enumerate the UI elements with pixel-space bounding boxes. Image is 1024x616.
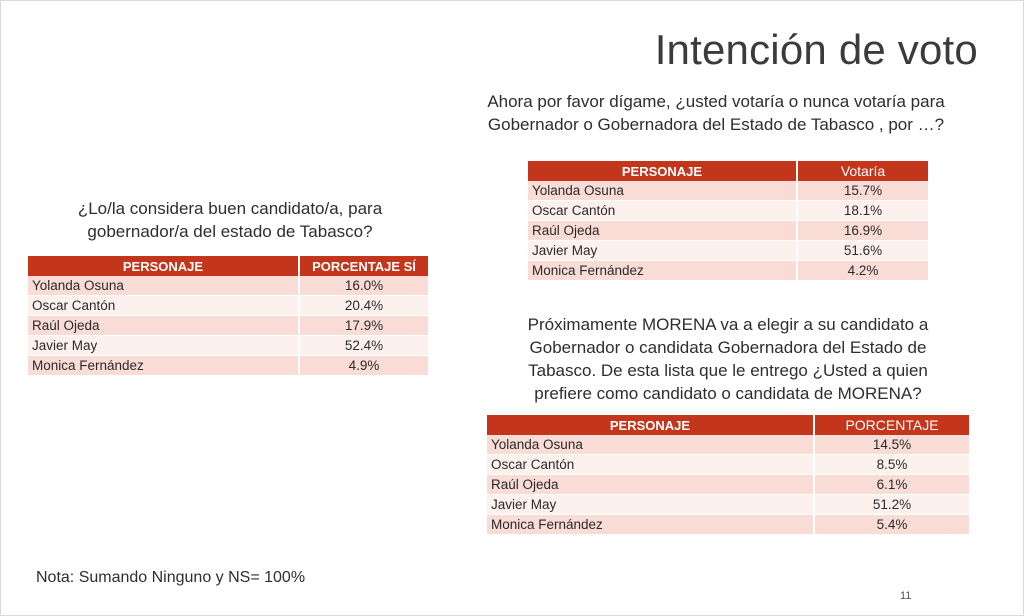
table-row — [28, 336, 428, 356]
table-cell-name: Oscar Cantón — [487, 455, 814, 475]
table-cell-value: 4.9% — [299, 356, 428, 376]
table-row — [487, 495, 969, 515]
table-cell-value: 8.5% — [814, 455, 969, 475]
table-3-header-name: PERSONAJE — [487, 415, 814, 435]
table-cell-value: 4.2% — [797, 261, 928, 281]
table-cell-value: 14.5% — [814, 435, 969, 455]
table-cell-name: Oscar Cantón — [28, 296, 299, 316]
page-number: 11 — [900, 590, 912, 602]
table-cell-name: Raúl Ojeda — [28, 316, 299, 336]
table-row — [528, 201, 928, 221]
table-row — [28, 276, 428, 296]
table-cell-name: Javier May — [528, 241, 797, 261]
question-2 — [436, 90, 996, 136]
table-cell-name: Raúl Ojeda — [487, 475, 814, 495]
table-cell-value: 20.4% — [299, 296, 428, 316]
table-row — [28, 296, 428, 316]
table-cell-name: Javier May — [487, 495, 814, 515]
table-cell-name: Javier May — [28, 336, 299, 356]
table-cell-value: 18.1% — [797, 201, 928, 221]
table-3 — [487, 415, 969, 535]
table-cell-value: 5.4% — [814, 515, 969, 535]
table-row — [487, 455, 969, 475]
table-row — [528, 241, 928, 261]
table-row — [528, 261, 928, 281]
table-2-header-value: Votaría — [797, 161, 928, 181]
table-cell-value: 16.0% — [299, 276, 428, 296]
table-row — [487, 515, 969, 535]
table-cell-name: Yolanda Osuna — [28, 276, 299, 296]
table-cell-value: 15.7% — [797, 181, 928, 201]
table-cell-name: Yolanda Osuna — [487, 435, 814, 455]
table-row — [528, 181, 928, 201]
slide-title: Intención de voto — [654, 26, 978, 73]
table-cell-value: 52.4% — [299, 336, 428, 356]
table-1-header-name: PERSONAJE — [28, 256, 299, 276]
question-2-line-2: Gobernador o Gobernadora del Estado de Tabasco , por …? — [487, 115, 945, 134]
table-row — [487, 475, 969, 495]
table-row — [487, 435, 969, 455]
table-cell-value: 51.6% — [797, 241, 928, 261]
table-2-header-name: PERSONAJE — [528, 161, 797, 181]
question-3-line-2: Gobernador o candidata Gobernadora del Estado de — [529, 338, 927, 357]
table-1 — [28, 256, 428, 376]
question-1-line-1: ¿Lo/la considera buen candidato/a, para — [77, 199, 383, 218]
table-cell-value: 17.9% — [299, 316, 428, 336]
question-3-line-4: prefiere como candidato o candidata de MORENA? — [534, 384, 922, 403]
table-cell-name: Yolanda Osuna — [528, 181, 797, 201]
question-3 — [478, 313, 978, 405]
table-row — [28, 316, 428, 336]
footnote: Nota: Sumando Ninguno y NS= 100% — [36, 569, 306, 586]
question-3-line-1: Próximamente MORENA va a elegir a su candidato a — [527, 315, 929, 334]
table-cell-value: 16.9% — [797, 221, 928, 241]
table-cell-name: Monica Fernández — [487, 515, 814, 535]
question-3-line-3: Tabasco. De esta lista que le entrego ¿Usted a quien — [528, 361, 928, 380]
question-2-line-1: Ahora por favor dígame, ¿usted votaría o nunca votaría para — [487, 92, 945, 111]
table-cell-name: Raúl Ojeda — [528, 221, 797, 241]
table-cell-value: 51.2% — [814, 495, 969, 515]
table-3-header-value: PORCENTAJE — [814, 415, 969, 435]
table-1-header-value: PORCENTAJE SÍ — [299, 256, 428, 276]
table-row — [528, 221, 928, 241]
table-2 — [528, 161, 928, 281]
question-1-line-2: gobernador/a del estado de Tabasco? — [87, 222, 373, 241]
table-cell-value: 6.1% — [814, 475, 969, 495]
table-cell-name: Oscar Cantón — [528, 201, 797, 221]
table-cell-name: Monica Fernández — [528, 261, 797, 281]
question-1 — [28, 197, 432, 243]
table-cell-name: Monica Fernández — [28, 356, 299, 376]
table-row — [28, 356, 428, 376]
